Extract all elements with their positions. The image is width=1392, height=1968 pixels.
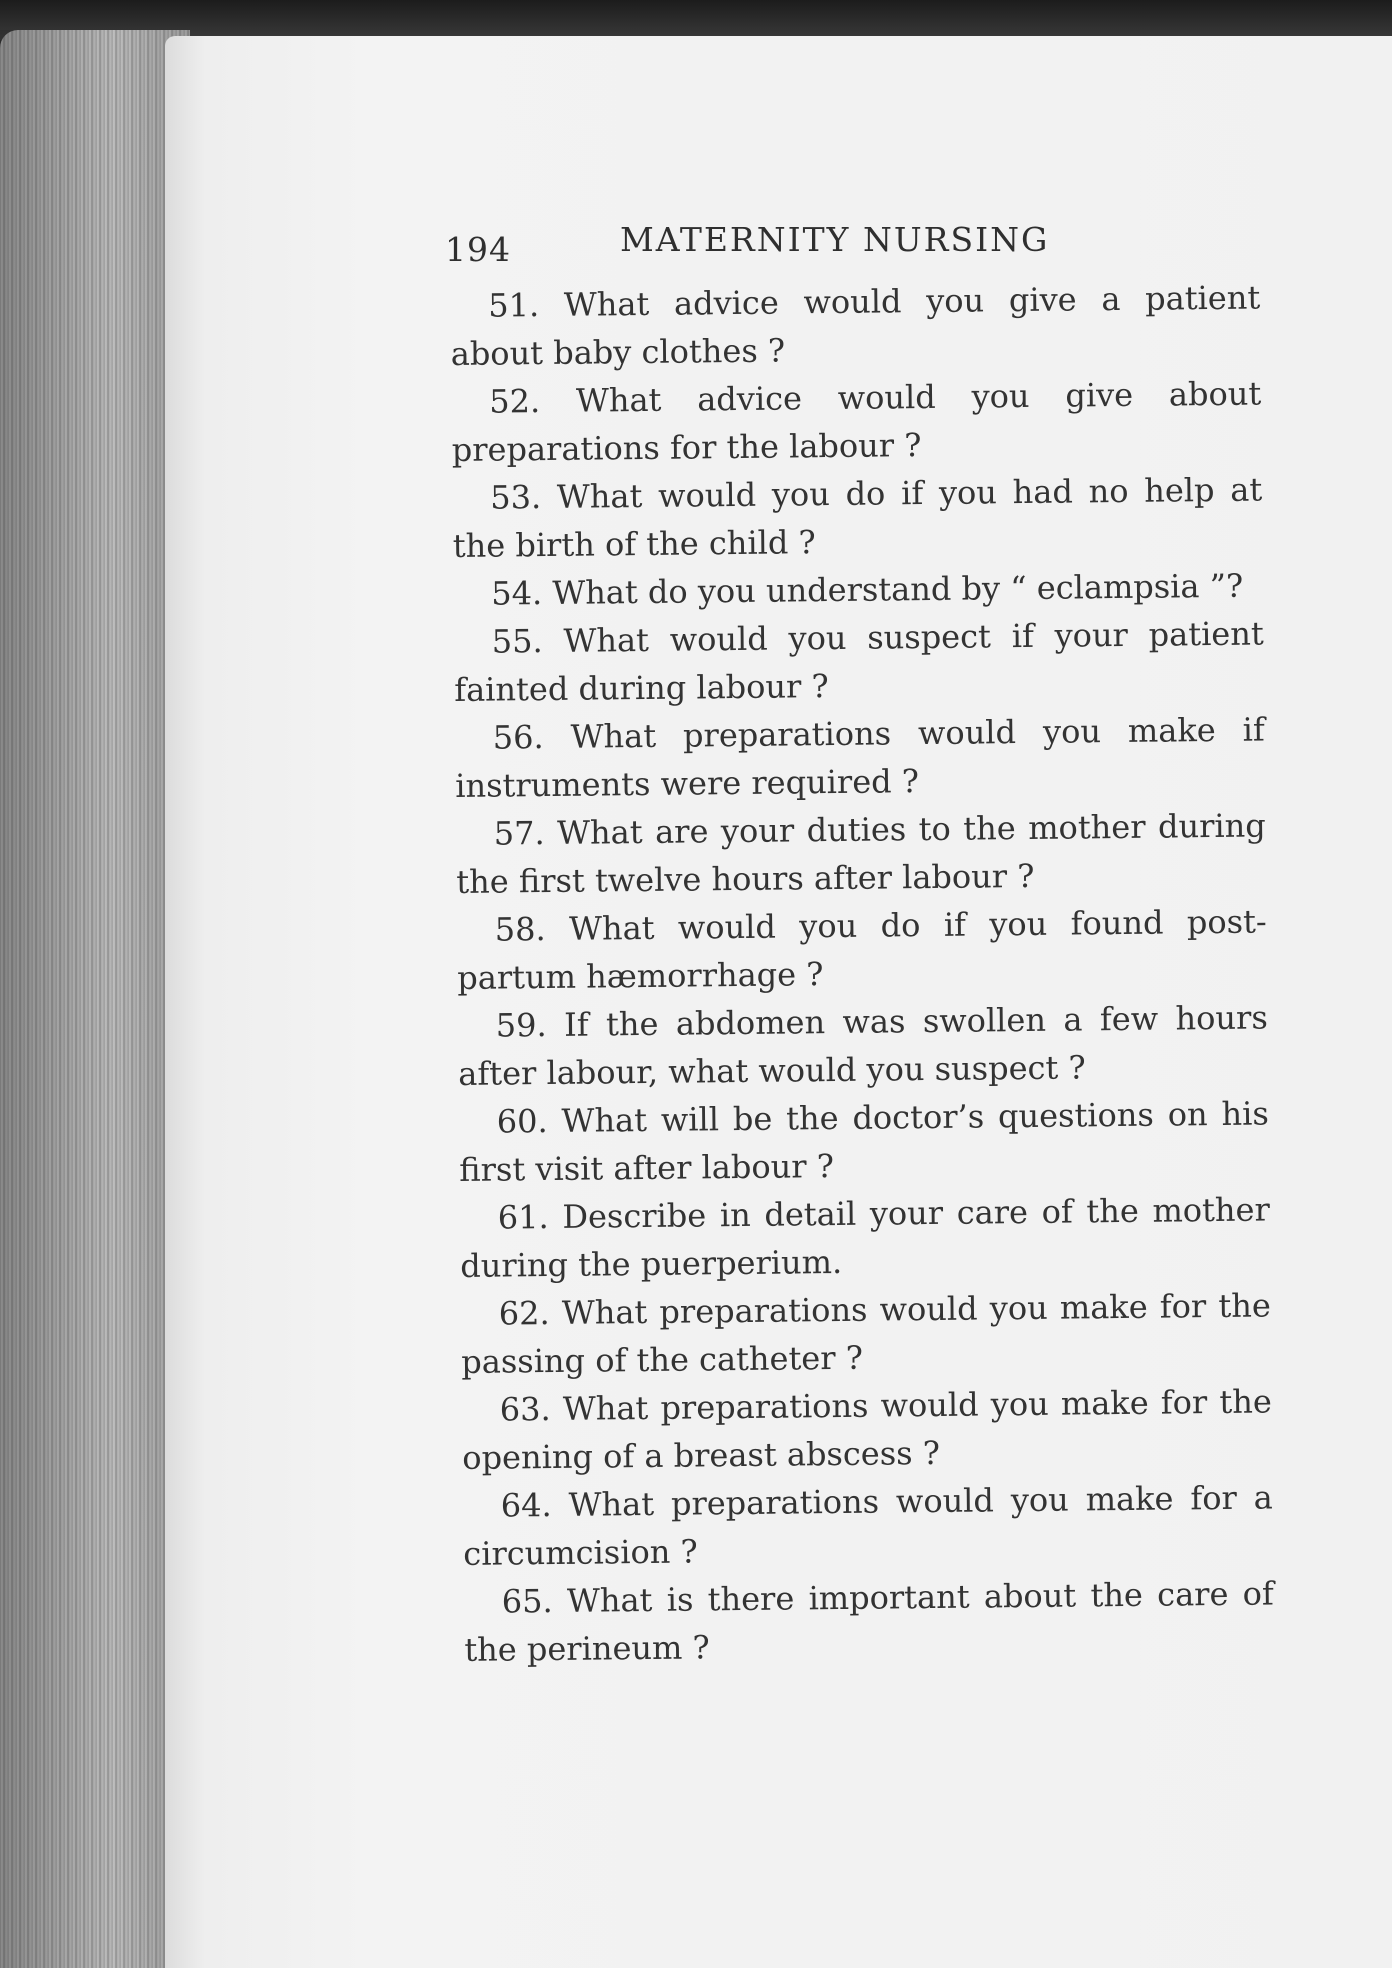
question-55: 55. What would you suspect if your patient fainted during labour ? xyxy=(454,614,1264,709)
question-53: 53. What would you do if you had no help at the birth of the child ? xyxy=(452,470,1263,565)
question-57: 57. What are your duties to the mother during the first twelve hours after labour ? xyxy=(456,806,1266,901)
question-58: 58. What would you do if you found post-partum hæmorrhage ? xyxy=(457,902,1267,997)
page-header xyxy=(445,212,1085,272)
question-list xyxy=(450,274,1275,1674)
question-64: 64. What preparations would you make for a circumcision ? xyxy=(463,1478,1273,1573)
question-65: 65. What is there important about the care of the perineum ? xyxy=(464,1574,1274,1669)
question-62: 62. What preparations would you make for the passing of the catheter ? xyxy=(461,1286,1271,1381)
question-56: 56. What preparations would you make if instruments were required ? xyxy=(455,710,1265,805)
question-52: 52. What advice would you give about preparations for the labour ? xyxy=(451,374,1262,469)
question-63: 63. What preparations would you make for the opening of a breast abscess ? xyxy=(462,1382,1272,1477)
background-top xyxy=(0,0,1392,40)
question-59: 59. If the abdomen was swollen a few hours after labour, what would you suspect ? xyxy=(458,998,1268,1093)
question-54: 54. What do you understand by “ eclampsia ”? xyxy=(491,566,1244,613)
question-60: 60. What will be the doctor’s questions on his first visit after labour ? xyxy=(459,1094,1269,1189)
book-page-edges xyxy=(0,30,190,1968)
question-61: 61. Describe in detail your care of the mother during the puerperium. xyxy=(460,1190,1270,1285)
running-head: MATERNITY NURSING xyxy=(620,220,1050,259)
page-number: 194 xyxy=(445,230,511,269)
question-51: 51. What advice would you give a patient about baby clothes ? xyxy=(450,278,1261,373)
